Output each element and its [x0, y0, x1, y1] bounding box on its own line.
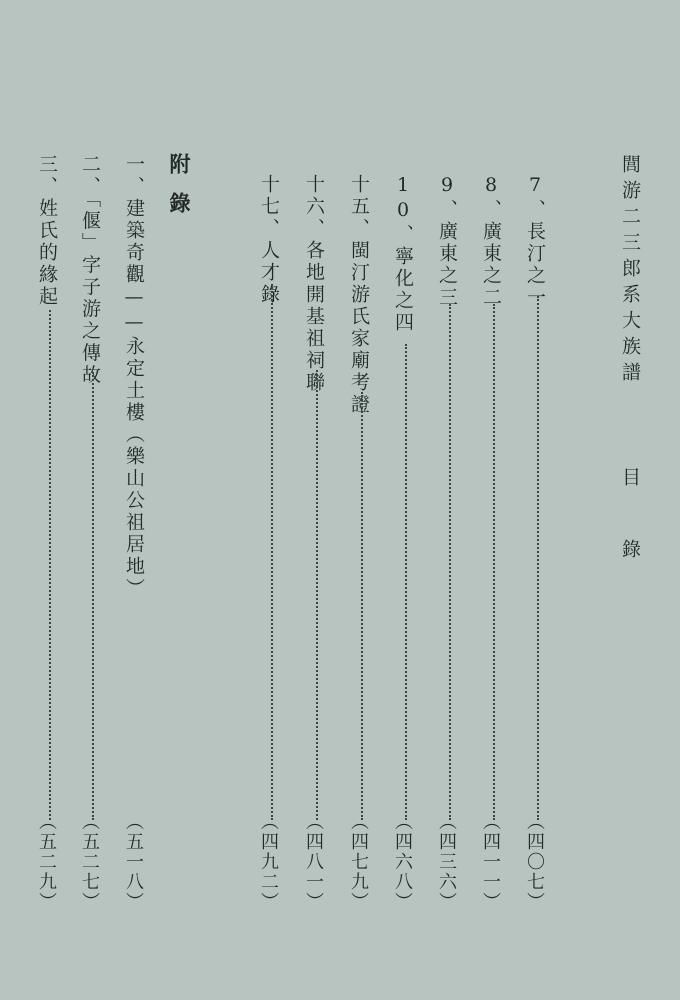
toc-entry[interactable]: [124, 154, 150, 912]
toc-entry[interactable]: [525, 174, 551, 912]
toc-entry-page: （四一一）: [480, 812, 501, 912]
toc-entry[interactable]: [437, 174, 463, 912]
toc-entry-title: 三、姓氏的緣起: [36, 154, 58, 308]
leader-dots: [537, 296, 539, 820]
section-title-lu: 錄: [619, 539, 641, 565]
toc-entry-title: 十七、人才錄: [258, 174, 280, 306]
leader-dots: [316, 370, 318, 820]
toc-entry-title: 二、「偃」字子游之傳故: [79, 154, 101, 387]
leader-dots: [271, 284, 273, 820]
toc-entry-page: （四九二）: [258, 812, 279, 912]
toc-entry-page: （四七九）: [348, 812, 369, 912]
toc-entry[interactable]: [393, 174, 419, 912]
toc-entry[interactable]: [259, 174, 285, 912]
toc-entry[interactable]: [481, 174, 507, 912]
leader-dots: [92, 372, 94, 820]
leader-dots: [493, 304, 495, 820]
toc-entry[interactable]: [304, 174, 330, 912]
toc-entry-page: （四三六）: [436, 812, 457, 912]
leader-dots: [49, 310, 51, 820]
toc-entry-page: （四六八）: [392, 812, 413, 912]
toc-entry-title: 一、建築奇觀——永定土樓（樂山公祖居地）: [123, 154, 145, 600]
toc-entry-title: 十六、各地開基祖祠聯: [303, 174, 325, 394]
leader-dots: [449, 304, 451, 820]
toc-entry[interactable]: [80, 154, 106, 912]
toc-entry-page: （五一八）: [123, 812, 144, 912]
toc-entry-title: 9、廣東之三: [436, 174, 458, 309]
leader-dots: [361, 392, 363, 820]
toc-entry-title: 8、廣東之二: [480, 174, 502, 309]
leader-dots: [405, 344, 407, 820]
book-title: 閭游二三郎系大族譜: [619, 154, 641, 388]
toc-entry[interactable]: [349, 174, 375, 912]
toc-entry-title: 10、寧化之四: [392, 174, 414, 334]
toc-entry-page: （五二九）: [36, 812, 57, 912]
toc-entry-page: （五二七）: [79, 812, 100, 912]
toc-entry-page: （四〇七）: [524, 812, 545, 912]
toc-entry-title: 7、長汀之一: [524, 174, 546, 309]
toc-entry[interactable]: [37, 154, 63, 912]
section-title-mu: 目: [619, 467, 641, 493]
toc-entry-title: 十五、閩汀游氏家廟考證: [348, 174, 370, 416]
appendix-heading: 附錄: [167, 153, 192, 231]
toc-entry-page: （四八一）: [303, 812, 324, 912]
